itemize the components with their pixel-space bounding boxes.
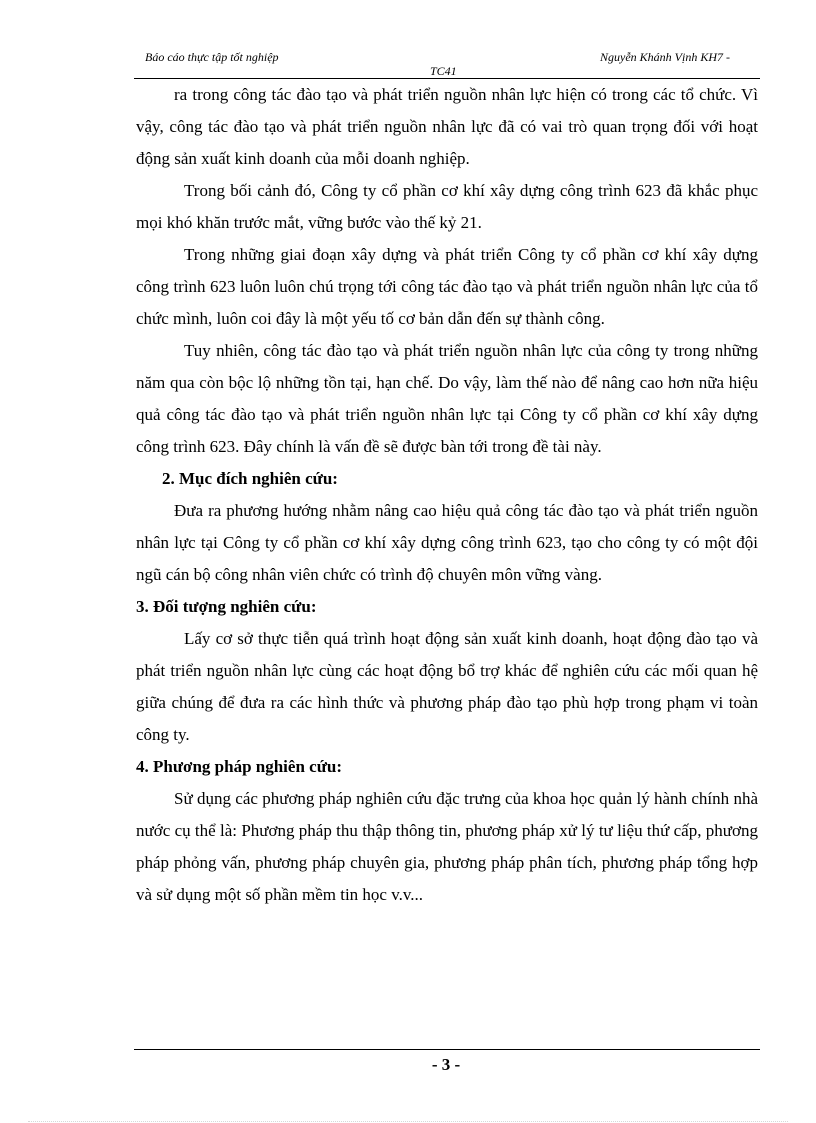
paragraph-1: ra trong công tác đào tạo và phát triển nguồn nhân lực hiện có trong các tổ chức. Vì vậy, công tác đào tạo và phát triển nguồn nhân lực đã có vai trò quan trọng đối với hoạt động sản xuất kinh doanh của mỗi doanh nghiệp. bbox=[136, 85, 758, 168]
header-author-class: TC41 bbox=[430, 64, 457, 78]
section-heading-method: 4. Phương pháp nghiên cứu: bbox=[136, 757, 343, 776]
paragraph-4: Tuy nhiên, công tác đào tạo và phát triển nguồn nhân lực của công ty trong những năm qua còn bộc lộ những tồn tại, hạn chế. Do vậy, làm thế nào để nâng cao hơn nữa hiệu quả công tác đào tạo và phát triển nguồn nhân lực tại Công ty cổ phần cơ khí xây dựng công trình 623. Đây chính là vấn đề sẽ được bàn tới trong đề tài này. bbox=[136, 341, 758, 456]
header-report-title: Báo cáo thực tập tốt nghiệp bbox=[145, 50, 279, 64]
paragraph-3: Trong những giai đoạn xây dựng và phát triển Công ty cổ phần cơ khí xây dựng công trình 623 luôn luôn chú trọng tới công tác đào tạo và phát triển nguồn nhân lực của tổ chức mình, luôn coi đây là một yếu tố cơ bản dẫn đến sự thành công. bbox=[136, 245, 758, 328]
section-heading-purpose: 2. Mục đích nghiên cứu: bbox=[162, 469, 338, 488]
page-number: - 3 - bbox=[431, 1055, 461, 1074]
header-author: Nguyễn Khánh Vịnh KH7 - bbox=[600, 50, 730, 64]
footer-divider bbox=[134, 1049, 760, 1050]
paragraph-7: Sử dụng các phương pháp nghiên cứu đặc trưng của khoa học quản lý hành chính nhà nước cụ thể là: Phương pháp thu thập thông tin, phương pháp xử lý tư liệu thứ cấp, phương pháp phỏng vấn, phương pháp chuyên gia, phương pháp phân tích, phương pháp tổng hợp và sử dụng một số phần mềm tin học v.v... bbox=[136, 789, 758, 904]
paragraph-5: Đưa ra phương hướng nhằm nâng cao hiệu quả công tác đào tạo và phát triển nguồn nhân lực tại Công ty cổ phần cơ khí xây dựng công trình 623, tạo cho công ty có một đội ngũ cán bộ công nhân viên chức có trình độ chuyên môn vững vàng. bbox=[136, 501, 758, 584]
paragraph-6: Lấy cơ sở thực tiễn quá trình hoạt động sản xuất kinh doanh, hoạt động đào tạo và phát triển nguồn nhân lực cùng các hoạt động bổ trợ khác để nghiên cứu các mối quan hệ giữa chúng để đưa ra các hình thức và phương pháp đào tạo phù hợp trong phạm vi toàn công ty. bbox=[136, 629, 758, 744]
paragraph-2: Trong bối cảnh đó, Công ty cổ phần cơ khí xây dựng công trình 623 đã khắc phục mọi khó khăn trước mắt, vững bước vào thế kỷ 21. bbox=[136, 181, 758, 232]
page-body bbox=[136, 79, 758, 911]
section-heading-subject: 3. Đối tượng nghiên cứu: bbox=[136, 597, 317, 616]
page-edge-dotted-line bbox=[28, 1121, 788, 1122]
